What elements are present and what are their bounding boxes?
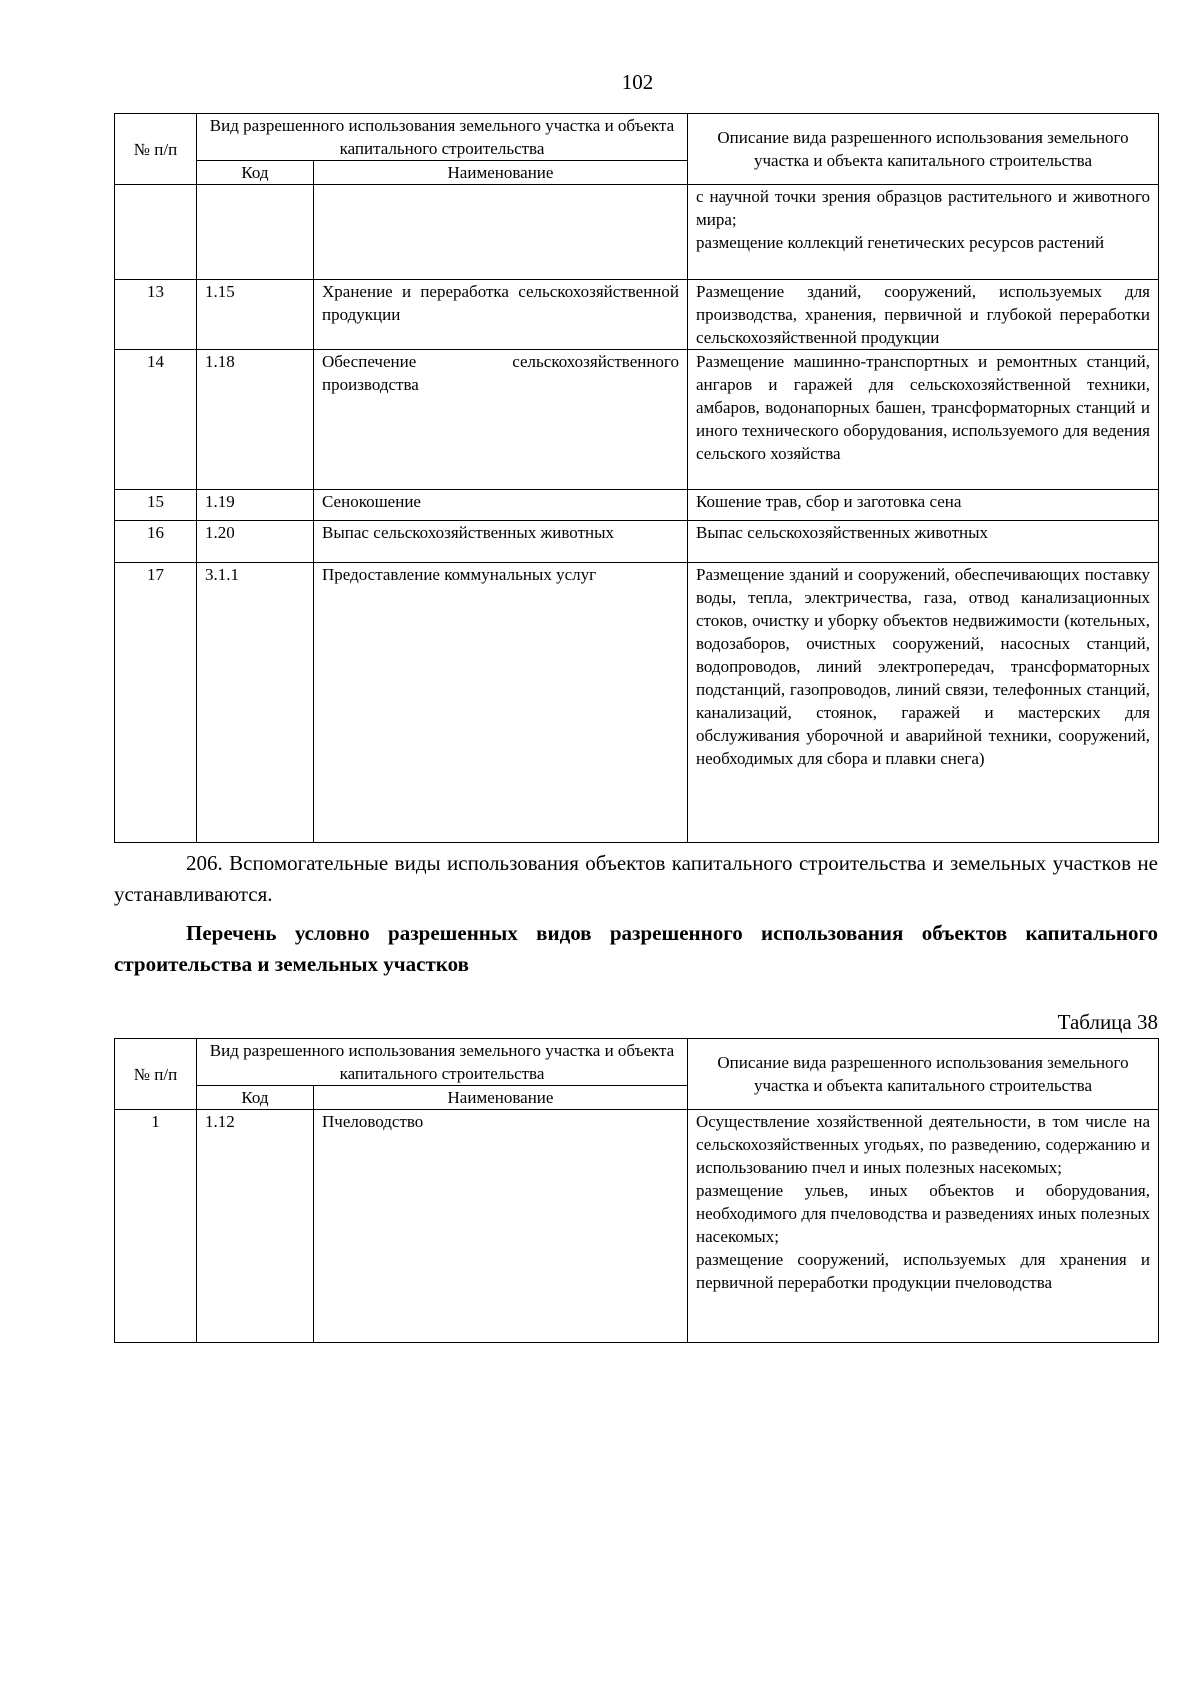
header-name: Наименование [314,1086,688,1110]
header-name: Наименование [314,161,688,185]
row-name: Хранение и переработка сельскохозяйственной продукции [314,280,688,350]
row-num: 13 [115,280,197,350]
section-heading-text: Перечень условно разрешенных видов разрешенного использования объектов капитального строительства и земельных участков [114,921,1158,976]
table-row [115,350,1159,490]
continuation-desc [688,185,1159,280]
desc-line: с научной точки зрения образцов растительного и животного мира; [696,187,1150,229]
header-desc: Описание вида разрешенного использования земельного участка и объекта капитального строительства [688,114,1159,185]
table-row [115,490,1159,521]
row-code: 1.18 [197,350,314,490]
header-num: № п/п [115,1039,197,1110]
header-kind: Вид разрешенного использования земельного участка и объекта капитального строительства [197,114,688,161]
header-code: Код [197,1086,314,1110]
desc-line: Осуществление хозяйственной деятельности, в том числе на сельскохозяйственных угодьях, по разведению, содержанию и использованию пчел и иных полезных насекомых; [696,1112,1150,1177]
row-desc: Выпас сельскохозяйственных животных [688,521,1159,563]
row-desc: Кошение трав, сбор и заготовка сена [688,490,1159,521]
row-code: 1.20 [197,521,314,563]
row-desc: Размещение зданий, сооружений, используемых для производства, хранения, первичной и глубокой переработки сельскохозяйственной продукции [688,280,1159,350]
page-number: 102 [621,70,654,94]
row-desc [688,1110,1159,1343]
paragraph-206 [114,848,1158,910]
row-desc: Размещение зданий и сооружений, обеспечивающих поставку воды, тепла, электричества, газа, отвод канализационных стоков, очистку и уборку объектов недвижимости (котельных, водозаборов, очистных сооружений, насосных станций, водопроводов, линий электропередач, трансформаторных подстанций, газопроводов, линий связи, телефонных станций, канализаций, стоянок, гаражей и мастерских для обслуживания уборочной и аварийной техники, сооружений, необходимых для сбора и плавки снега) [688,563,1159,843]
header-desc: Описание вида разрешенного использования земельного участка и объекта капитального строительства [688,1039,1159,1110]
row-code: 1.19 [197,490,314,521]
table-row [115,521,1159,563]
header-kind: Вид разрешенного использования земельного участка и объекта капитального строительства [197,1039,688,1086]
row-name: Сенокошение [314,490,688,521]
table-row-continuation [115,185,1159,280]
header-num: № п/п [115,114,197,185]
land-use-table-conditional [114,1038,1159,1343]
table-row [115,563,1159,843]
table-caption: Таблица 38 [1057,1010,1158,1034]
row-num: 14 [115,350,197,490]
row-num: 17 [115,563,197,843]
row-name: Пчеловодство [314,1110,688,1343]
row-code: 1.15 [197,280,314,350]
paragraph-206-text: 206. Вспомогательные виды использования объектов капитального строительства и земельных участков не устанавливаются. [114,851,1158,906]
row-name: Предоставление коммунальных услуг [314,563,688,843]
land-use-table-main [114,113,1159,843]
section-heading [114,918,1158,980]
row-name: Обеспечение сельскохозяйственного производства [314,350,688,490]
row-num: 15 [115,490,197,521]
desc-line: размещение сооружений, используемых для хранения и первичной переработки продукции пчеловодства [696,1250,1150,1292]
row-num: 16 [115,521,197,563]
desc-line: размещение коллекций генетических ресурсов растений [696,233,1105,252]
desc-line: размещение ульев, иных объектов и оборудования, необходимого для пчеловодства и разведениях иных полезных насекомых; [696,1181,1150,1246]
table-row [115,1110,1159,1343]
row-name: Выпас сельскохозяйственных животных [314,521,688,563]
header-code: Код [197,161,314,185]
table-row [115,280,1159,350]
row-code: 3.1.1 [197,563,314,843]
row-desc: Размещение машинно-транспортных и ремонтных станций, ангаров и гаражей для сельскохозяйственной техники, амбаров, водонапорных башен, трансформаторных станций и иного технического оборудования, используемого для ведения сельского хозяйства [688,350,1159,490]
row-num: 1 [115,1110,197,1343]
row-code: 1.12 [197,1110,314,1343]
